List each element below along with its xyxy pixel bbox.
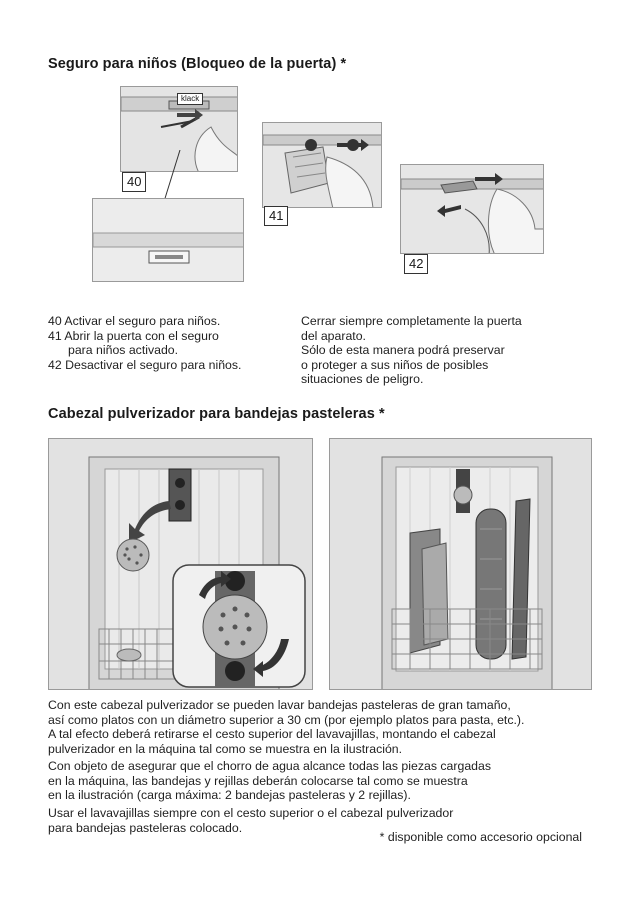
safety-note-line: situaciones de peligro. bbox=[301, 372, 424, 387]
spray-head-installation-illustration bbox=[48, 438, 313, 690]
paragraph-line: para bandejas pasteleras colocado. bbox=[48, 820, 243, 835]
safety-note-line: del aparato. bbox=[301, 328, 366, 343]
section-title-spray-head: Cabezal pulverizador para bandejas pasteleras * bbox=[48, 406, 385, 422]
figure-42-deactivate-lock bbox=[400, 164, 544, 254]
figure-number-41: 41 bbox=[264, 206, 288, 226]
dishwasher-front-illustration bbox=[92, 198, 244, 282]
paragraph-line: en la máquina, las bandejas y rejillas deberán colocarse tal como se muestra bbox=[48, 773, 468, 788]
figure-number-40: 40 bbox=[122, 172, 146, 192]
paragraph-line: pulverizador en la máquina tal como se muestra en la ilustración. bbox=[48, 741, 403, 756]
lock-deactivate-illustration bbox=[401, 165, 544, 254]
safety-note bbox=[301, 314, 522, 387]
safety-note-line: Sólo de esta manera podrá preservar bbox=[301, 343, 505, 358]
paragraph-usage bbox=[48, 698, 593, 756]
figure-number-42: 42 bbox=[404, 254, 428, 274]
loaded-trays-illustration bbox=[329, 438, 592, 690]
paragraph-line: en la ilustración (carga máxima: 2 bandejas pasteleras y 2 rejillas). bbox=[48, 788, 411, 802]
paragraph-line: Con objeto de asegurar que el chorro de agua alcance todas las piezas cargadas bbox=[48, 759, 491, 773]
footnote: * disponible como accesorio opcional bbox=[379, 830, 582, 844]
safety-note-line: o proteger a sus niños de posibles bbox=[301, 357, 489, 372]
step-badge: klack bbox=[177, 93, 203, 105]
paragraph-line: Con este cabezal pulverizador se pueden lavar bandejas pasteleras de gran tamaño, bbox=[48, 698, 511, 712]
door-opening-illustration bbox=[263, 123, 382, 208]
caption-42: 42 Desactivar el seguro para niños. bbox=[48, 357, 242, 372]
paragraph-line: Usar el lavavajillas siempre con el cesto superior o el cabezal pulverizador bbox=[48, 806, 454, 820]
figure-41-open-door bbox=[262, 122, 382, 208]
caption-41: 41 Abrir la puerta con el seguro bbox=[48, 328, 219, 343]
safety-note-line: Cerrar siempre completamente la puerta bbox=[301, 314, 522, 328]
paragraph-line: así como platos con un diámetro superior a 30 cm (por ejemplo platos para pasta, etc.). bbox=[48, 712, 525, 727]
figure-captions bbox=[48, 314, 241, 372]
caption-41-continued: para niños activado. bbox=[68, 343, 179, 358]
caption-40: 40 Activar el seguro para niños. bbox=[48, 314, 221, 328]
paragraph-loading bbox=[48, 759, 593, 803]
paragraph-line: A tal efecto deberá retirarse el cesto superior del lavavajillas, montando el cabezal bbox=[48, 727, 496, 741]
section-title-child-lock: Seguro para niños (Bloqueo de la puerta) * bbox=[48, 56, 347, 72]
